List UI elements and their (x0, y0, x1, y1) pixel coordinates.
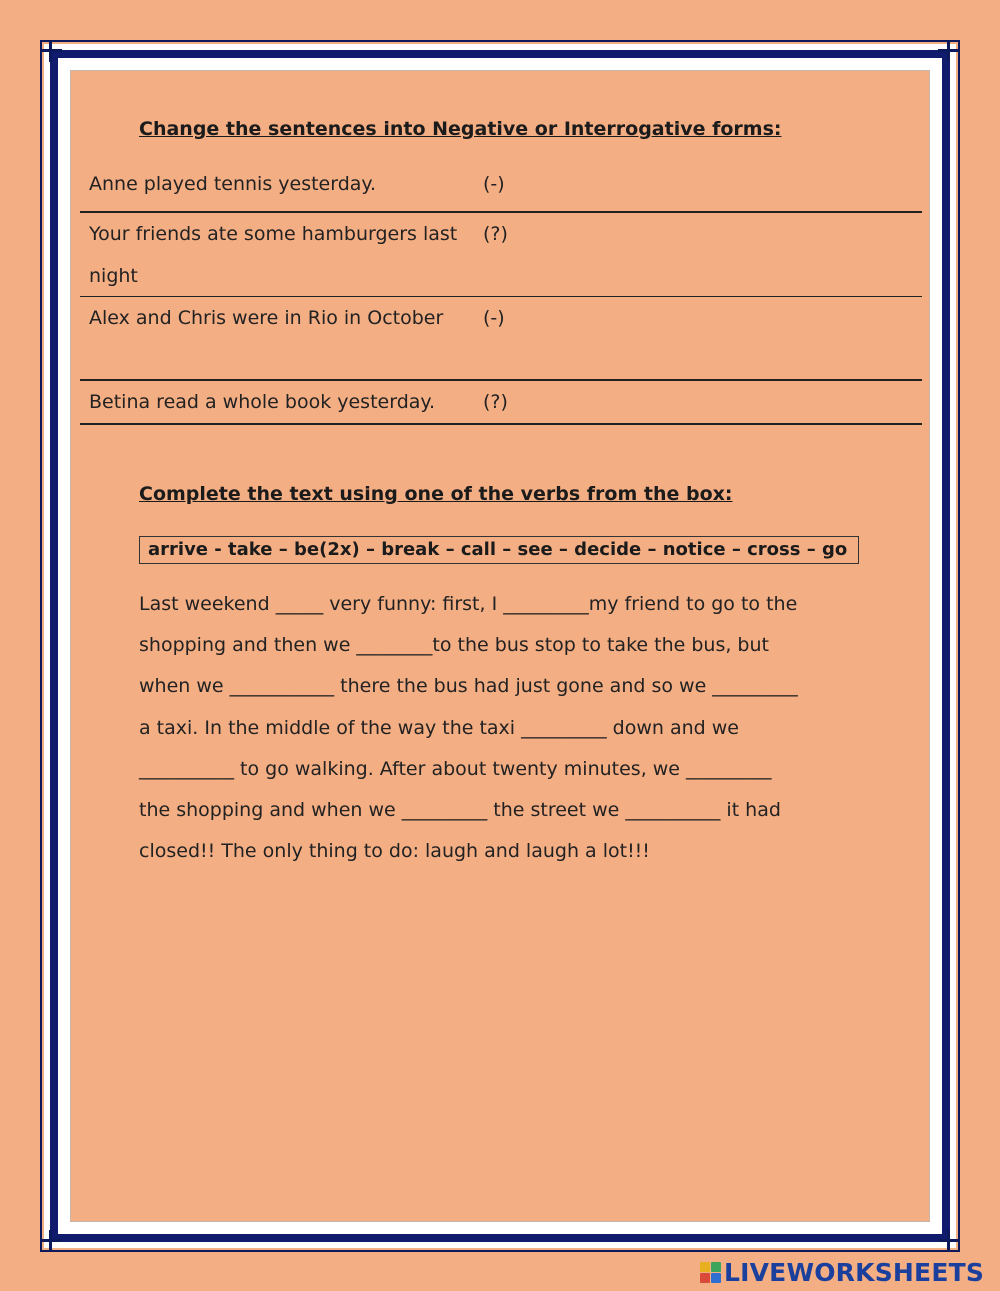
paragraph-line: the shopping and when we _________ the street we __________ it had (139, 799, 781, 822)
logo-tile (711, 1273, 721, 1283)
corner-ornament (40, 40, 62, 62)
paragraph-line: shopping and then we ________to the bus stop to take the bus, but (139, 634, 769, 657)
table-row (80, 381, 922, 425)
sentence-text: Your friends ate some hamburgers last night (89, 223, 458, 287)
logo-tile (700, 1273, 710, 1283)
form-mark: (?) (483, 223, 508, 245)
sentence-text: Betina read a whole book yesterday. (89, 391, 435, 413)
paragraph-line: a taxi. In the middle of the way the taxi _________ down and we (139, 716, 739, 739)
logo-tile (700, 1262, 710, 1272)
liveworksheets-logo[interactable] (700, 1258, 984, 1286)
section1-heading: Change the sentences into Negative or Interrogative forms: (139, 118, 782, 140)
brand-text: LIVEWORKSHEETS (724, 1257, 985, 1287)
form-mark: (-) (483, 307, 505, 329)
corner-ornament (938, 1230, 960, 1252)
paragraph-line: closed!! The only thing to do: laugh and laugh a lot!!! (139, 840, 650, 863)
corner-ornament (40, 1230, 62, 1252)
logo-grid-icon (700, 1262, 721, 1283)
sentence-text: Anne played tennis yesterday. (89, 173, 376, 195)
table-row (80, 297, 922, 381)
paragraph-line: __________ to go walking. After about twenty minutes, we _________ (139, 757, 772, 780)
logo-tile (711, 1262, 721, 1272)
section2-heading: Complete the text using one of the verbs from the box: (139, 483, 733, 505)
sentence-table (80, 163, 922, 425)
verb-box: arrive - take – be(2x) – break – call – see – decide – notice – cross – go (139, 536, 859, 564)
sentence-text: Alex and Chris were in Rio in October (89, 307, 444, 329)
gap-fill-paragraph (139, 584, 869, 872)
form-mark: (-) (483, 173, 505, 195)
table-row (80, 163, 922, 213)
form-mark: (?) (483, 391, 508, 413)
paragraph-line: when we ___________ there the bus had just gone and so we _________ (139, 675, 798, 698)
table-row (80, 213, 922, 297)
paragraph-line: Last weekend _____ very funny: first, I _________my friend to go to the (139, 593, 798, 615)
corner-ornament (938, 40, 960, 62)
